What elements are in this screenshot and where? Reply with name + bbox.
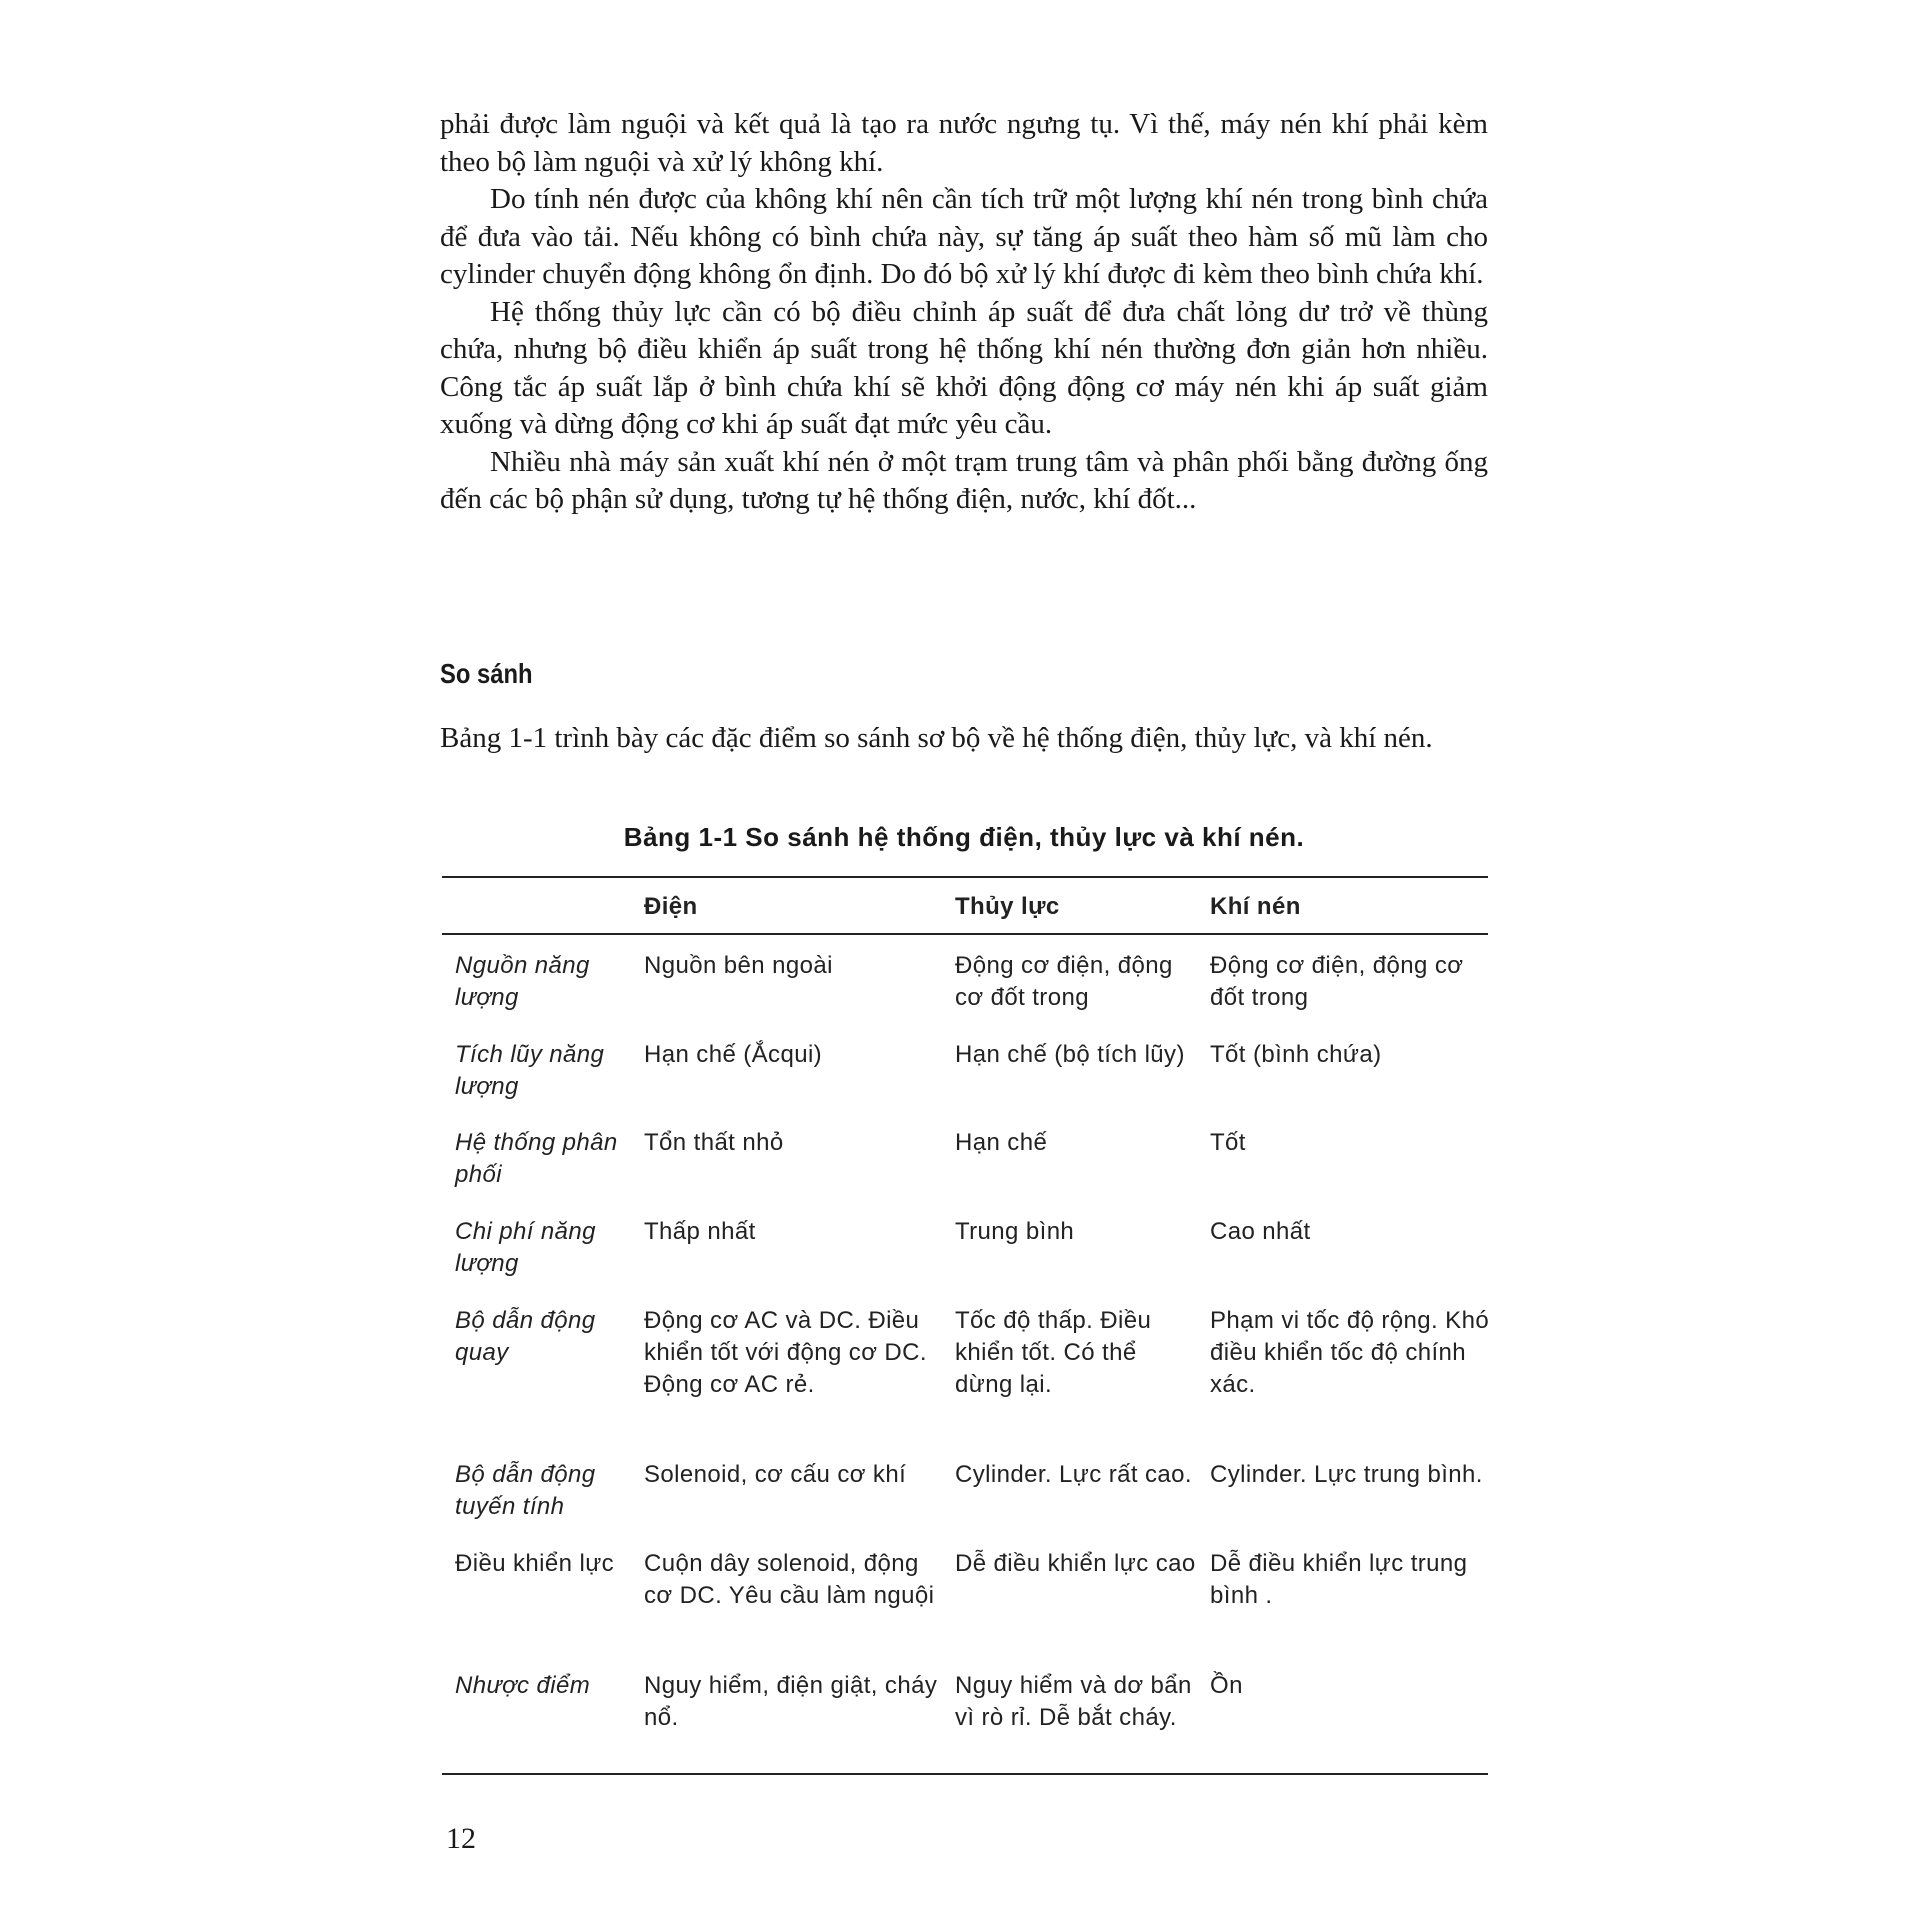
table-cell: Tốc độ thấp. Điều khiển tốt. Có thể dừng lại. (955, 1307, 1152, 1398)
row-label: Chi phí năng lượng (455, 1218, 596, 1277)
table-caption: Bảng 1-1 So sánh hệ thống điện, thủy lực và khí nén. (623, 822, 1305, 852)
paragraph: Nhiều nhà máy sản xuất khí nén ở một trạm trung tâm và phân phối bằng đường ống đến các bộ phận sử dụng, tương tự hệ thống điện, nước, khí đốt... (440, 445, 1488, 515)
paragraph: Hệ thống thủy lực cần có bộ điều chỉnh áp suất để đưa chất lỏng dư trở về thùng chứa, nhưng bộ điều khiển áp suất trong hệ thống khí nén thường đơn giản hơn nhiều. Công tắc áp suất lắp ở bình chứa khí sẽ khởi động động cơ máy nén khi áp suất giảm xuống và dừng động cơ khi áp suất đạt mức yêu cầu. (440, 295, 1488, 440)
table-cell: Solenoid, cơ cấu cơ khí (644, 1461, 907, 1488)
table-cell: Dễ điều khiển lực cao (955, 1550, 1196, 1577)
column-header: Khí nén (1210, 893, 1301, 920)
intro-paragraph (440, 720, 1488, 758)
body-paragraphs (440, 106, 1488, 519)
table-cell: Động cơ điện, động cơ đốt trong (955, 952, 1173, 1011)
table-cell: Cylinder. Lực trung bình. (1210, 1461, 1483, 1488)
table-cell: Trung bình (955, 1218, 1075, 1245)
table-bottom-rule (442, 1773, 1488, 1775)
row-label: Nguồn năng lượng (455, 952, 590, 1011)
paragraph: phải được làm nguội và kết quả là tạo ra nước ngưng tụ. Vì thế, máy nén khí phải kèm theo bộ làm nguội và xử lý không khí. (440, 108, 1488, 178)
table-cell: Cuộn dây solenoid, động cơ DC. Yêu cầu làm nguội (644, 1550, 935, 1609)
table-cell: Dễ điều khiển lực trung bình . (1210, 1550, 1468, 1609)
section-heading: So sánh (440, 658, 533, 689)
table-cell: Phạm vi tốc độ rộng. Khó điều khiển tốc độ chính xác. (1210, 1307, 1490, 1398)
row-label: Tích lũy năng lượng (455, 1041, 605, 1100)
table-cell: Ồn (1210, 1672, 1243, 1699)
paragraph: Do tính nén được của không khí nên cần tích trữ một lượng khí nén trong bình chứa để đưa vào tải. Nếu không có bình chứa này, sự tăng áp suất theo hàm số mũ làm cho cylinder chuyển động không ổn định. Do đó bộ xử lý khí được đi kèm theo bình chứa khí. (440, 183, 1488, 290)
paragraph: Bảng 1-1 trình bày các đặc điểm so sánh sơ bộ về hệ thống điện, thủy lực, và khí nén. (440, 722, 1433, 754)
table-cell: Nguy hiểm, điện giật, cháy nổ. (644, 1672, 938, 1731)
table-cell: Thấp nhất (644, 1218, 756, 1245)
table-cell: Động cơ AC và DC. Điều khiển tốt với động cơ DC. Động cơ AC rẻ. (644, 1307, 927, 1398)
table-cell: Hạn chế (bộ tích lũy) (955, 1041, 1185, 1068)
table-cell: Nguồn bên ngoài (644, 952, 833, 979)
table-cell: Tốt (1210, 1129, 1246, 1156)
table-cell: Cylinder. Lực rất cao. (955, 1461, 1192, 1488)
column-header: Thủy lực (955, 893, 1060, 920)
table-cell: Tổn thất nhỏ (644, 1129, 784, 1156)
table-top-rule (442, 876, 1488, 878)
table-cell: Động cơ điện, động cơ đốt trong (1210, 952, 1464, 1011)
row-label: Bộ dẫn động tuyến tính (455, 1461, 596, 1520)
table-cell: Cao nhất (1210, 1218, 1311, 1245)
row-label: Điều khiển lực (455, 1550, 615, 1577)
table-cell: Tốt (bình chứa) (1210, 1041, 1382, 1068)
page-number: 12 (446, 1822, 476, 1855)
row-label: Hệ thống phân phối (455, 1129, 618, 1188)
table-cell: Nguy hiểm và dơ bẩn vì rò rỉ. Dễ bắt cháy. (955, 1672, 1192, 1731)
column-header: Điện (644, 893, 698, 920)
table-cell: Hạn chế (955, 1129, 1048, 1156)
table-header-rule (442, 933, 1488, 935)
row-label: Bộ dẫn động quay (455, 1307, 596, 1366)
row-label: Nhược điểm (455, 1672, 591, 1699)
table-cell: Hạn chế (Ắcqui) (644, 1041, 823, 1068)
